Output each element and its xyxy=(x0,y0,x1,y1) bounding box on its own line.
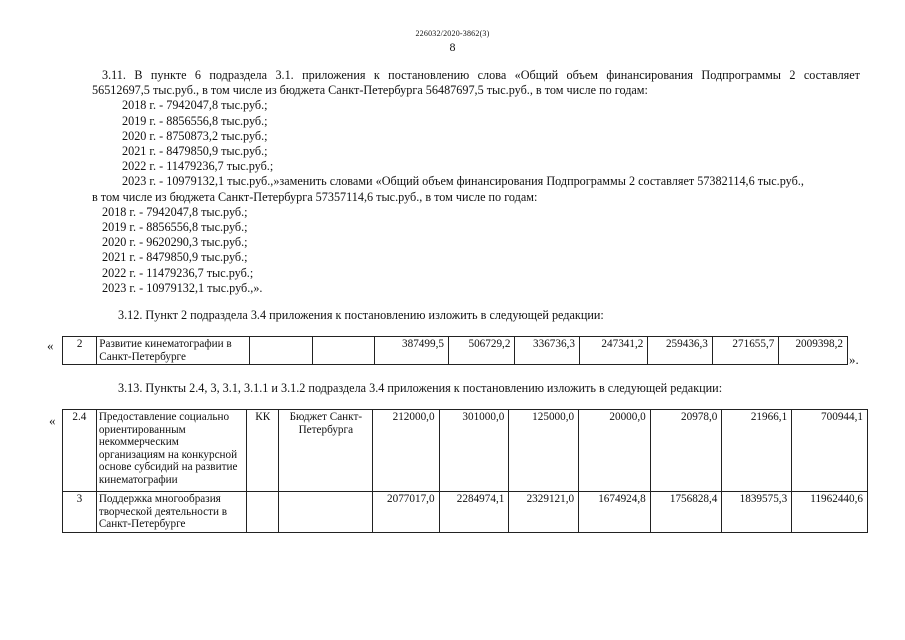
row-value: 20000,0 xyxy=(579,410,651,492)
old-year-line: 2021 г. - 8479850,9 тыс.руб.; xyxy=(122,144,268,159)
row-col3 xyxy=(250,337,313,365)
row-col4 xyxy=(279,492,373,533)
replace-line: 2023 г. - 10979132,1 тыс.руб.,»заменить словами «Общий объем финансирования Подпрограммы 2 составляет 57382114,6 тыс.руб., xyxy=(122,174,804,189)
table-items-2-4-3 xyxy=(62,409,868,533)
old-year-line: 2020 г. - 8750873,2 тыс.руб.; xyxy=(122,128,268,143)
row-number: 2.4 xyxy=(63,410,97,492)
row-name: Поддержка многообразия творческой деятельности в Санкт-Петербурге xyxy=(96,492,246,533)
row-value: 700944,1 xyxy=(792,410,868,492)
old-year-line: 2018 г. - 7942047,8 тыс.руб.; xyxy=(122,98,268,113)
row-number: 2 xyxy=(63,337,97,365)
row-value: 1674924,8 xyxy=(579,492,651,533)
new-year-line: 2019 г. - 8856556,8 тыс.руб.; xyxy=(102,220,248,235)
section-3-11 xyxy=(92,68,860,296)
row-value: 1756828,4 xyxy=(650,492,722,533)
table-item-2 xyxy=(62,336,848,365)
new-year-line: 2021 г. - 8479850,9 тыс.руб.; xyxy=(102,250,248,265)
row-col3: КК xyxy=(247,410,279,492)
new-year-line: 2023 г. - 10979132,1 тыс.руб.,». xyxy=(102,280,263,295)
section-3-13: 3.13. Пункты 2.4, 3, 3.1, 3.1.1 и 3.1.2 подраздела 3.4 приложения к постановлению изложить в следующей редакции: xyxy=(118,381,723,395)
row-value: 1839575,3 xyxy=(722,492,792,533)
table-row xyxy=(63,337,848,365)
row-col4: Бюджет Санкт-Петербурга xyxy=(279,410,373,492)
row-value: 2009398,2 xyxy=(779,337,848,365)
row-value: 20978,0 xyxy=(650,410,722,492)
row-col4 xyxy=(313,337,374,365)
table-row xyxy=(63,492,868,533)
row-value: 301000,0 xyxy=(439,410,509,492)
row-value: 2284974,1 xyxy=(439,492,509,533)
row-value: 2077017,0 xyxy=(373,492,439,533)
row-value: 387499,5 xyxy=(374,337,448,365)
close-quote: ». xyxy=(849,352,859,367)
row-value: 247341,2 xyxy=(579,337,647,365)
row-name: Развитие кинематографии в Санкт-Петербурге xyxy=(97,337,250,365)
section-3-12: 3.12. Пункт 2 подраздела 3.4 приложения к постановлению изложить в следующей редакции: xyxy=(118,308,604,322)
row-value: 336736,3 xyxy=(515,337,580,365)
new-year-line: 2018 г. - 7942047,8 тыс.руб.; xyxy=(102,204,248,219)
row-col3 xyxy=(247,492,279,533)
old-year-line: 2022 г. - 11479236,7 тыс.руб.; xyxy=(122,159,274,174)
row-number: 3 xyxy=(63,492,97,533)
row-value: 125000,0 xyxy=(509,410,579,492)
row-value: 212000,0 xyxy=(373,410,439,492)
page-number: 8 xyxy=(449,40,456,54)
row-value: 271655,7 xyxy=(712,337,778,365)
document-id: 226032/2020-3862(3) xyxy=(415,29,490,38)
open-quote: « xyxy=(47,338,54,353)
new-year-line: 2022 г. - 11479236,7 тыс.руб.; xyxy=(102,265,254,280)
table-row xyxy=(63,410,868,492)
new-year-line: 2020 г. - 9620290,3 тыс.руб.; xyxy=(102,235,248,250)
row-value: 259436,3 xyxy=(648,337,713,365)
row-value: 2329121,0 xyxy=(509,492,579,533)
row-value: 21966,1 xyxy=(722,410,792,492)
replace-line-2: в том числе из бюджета Санкт-Петербурга 57357114,6 тыс.руб., в том числе по годам: xyxy=(92,189,538,204)
row-name: Предоставление социально ориентированным некоммерческим организациям на конкурсной основе субсидий на развитие кинематографии xyxy=(96,410,246,492)
open-quote: « xyxy=(49,413,56,428)
old-year-line: 2019 г. - 8856556,8 тыс.руб.; xyxy=(122,113,268,128)
section-3-11-line-2: 56512697,5 тыс.руб., в том числе из бюджета Санкт-Петербурга 56487697,5 тыс.руб., в том числе по годам: xyxy=(92,83,648,98)
row-value: 506729,2 xyxy=(448,337,514,365)
section-3-11-line-1: 3.11. В пункте 6 подраздела 3.1. приложения к постановлению слова «Общий объем финансирования Подпрограммы 2 составляет xyxy=(102,68,860,82)
row-value: 11962440,6 xyxy=(792,492,868,533)
